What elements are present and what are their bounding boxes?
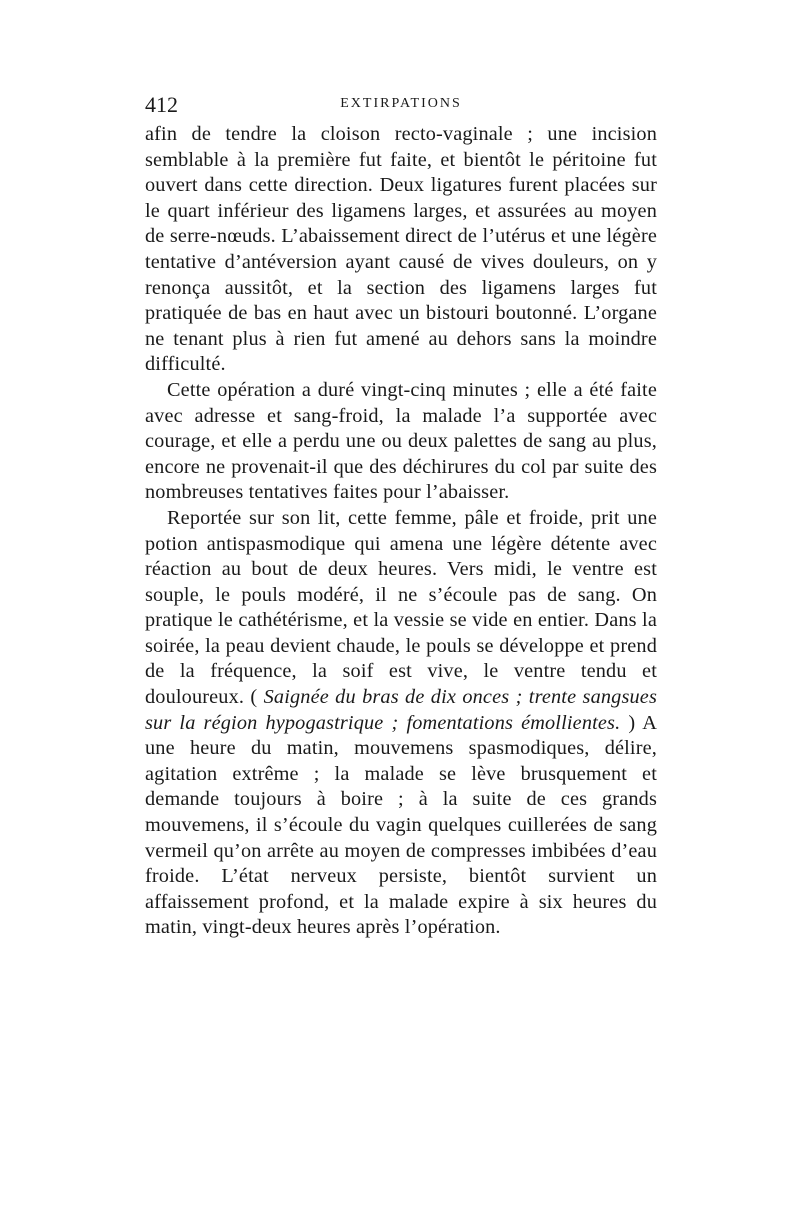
page-number: 412 — [145, 92, 178, 117]
italic-prescription: Saignée du bras de dix onces ; trente sangsues sur la région hypogastrique ; fomentations émollientes. — [145, 686, 657, 734]
paragraph — [145, 122, 657, 378]
running-title: EXTIRPATIONS — [340, 96, 462, 111]
body-text — [145, 122, 657, 941]
paragraph-text: Cette opération a duré vingt-cinq minutes ; elle a été faite avec adresse et sang-froid, la malade l’a supportée avec courage, et elle a perdu une ou deux palettes de sang au plus, encore ne provenait-il que des déchirures du col par suite des nombreuses tentatives faites pour l’abaisser. — [145, 378, 657, 504]
book-page — [145, 92, 657, 941]
paragraph-text: afin de tendre la cloison recto-vaginale ; une incision semblable à la première fut faite, et bientôt le péritoine fut ouvert dans cette direction. Deux ligatures furent placées sur le quart inférieur des ligamens larges, et assurées au moyen de serre-nœuds. L’abaissement direct de l’utérus et une légère tentative d’antéversion ayant causé de vives douleurs, on y renonça aussitôt, et la section des ligamens larges fut pratiquée de bas en haut avec un bistouri boutonné. L’organe ne tenant plus à rien fut amené au dehors sans la moindre difficulté. — [145, 123, 657, 376]
paragraph — [145, 506, 657, 941]
page-header — [145, 92, 657, 122]
paragraph-text: ) A une heure du matin, mouvemens spasmodiques, délire, agitation extrême ; la malade se lève brusquement et demande toujours à boire ; à la suite de ces grands mouvemens, il s’écoule du vagin quelques cuillerées de sang vermeil qu’on arrête au moyen de compresses imbibées d’eau froide. L’état nerveux persiste, bientôt survient un affaissement profond, et la malade expire à six heures du matin, vingt-deux heures après l’opération. — [145, 711, 657, 939]
paragraph-text: Reportée sur son lit, cette femme, pâle et froide, prit une potion antispasmodique qui amena une légère détente avec réaction au bout de deux heures. Vers midi, le ventre est souple, le pouls modéré, il ne s’écoule pas de sang. On pratique le cathétérisme, et la vessie se vide en entier. Dans la soirée, la peau devient chaude, le pouls se développe et prend de la fréquence, la soif est vive, le ventre tendu et douloureux. ( — [145, 506, 657, 709]
paragraph — [145, 378, 657, 506]
